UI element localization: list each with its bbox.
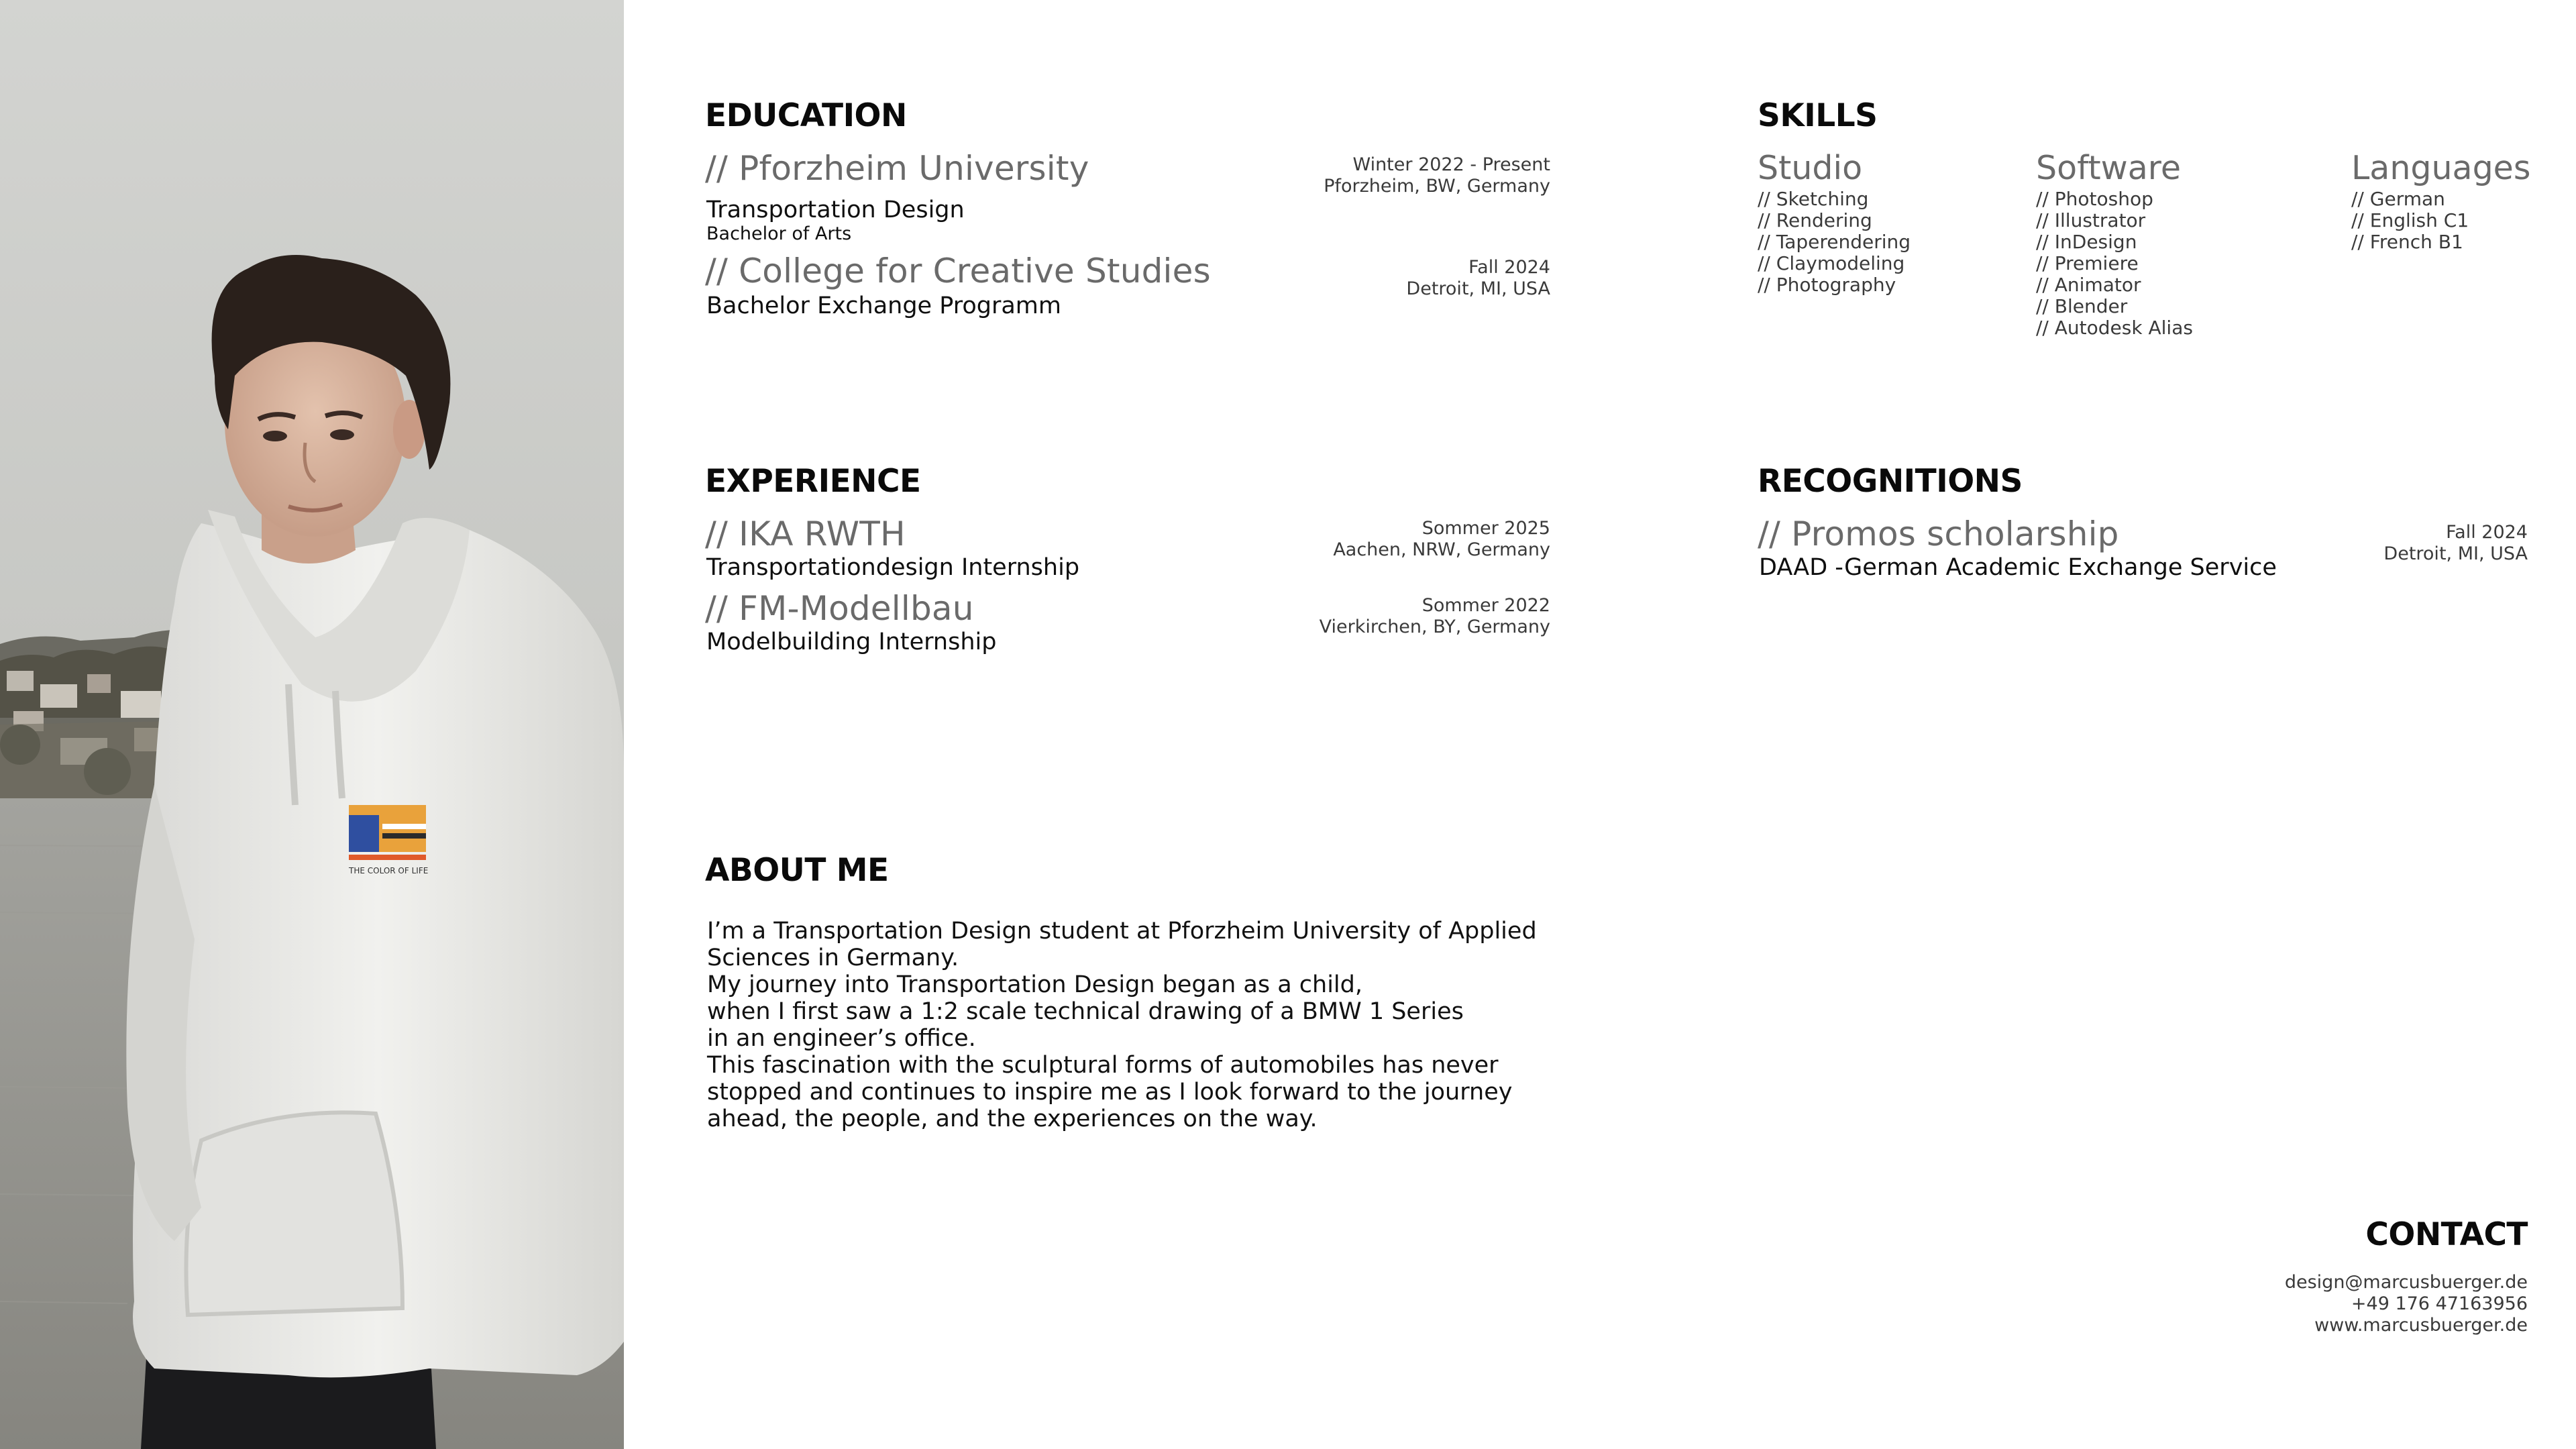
recognition-meta-1 — [2383, 522, 2528, 565]
experience-location-2: Vierkirchen, BY, Germany — [1319, 616, 1550, 637]
about-line: This fascination with the sculptural forms of automobiles has never — [707, 1052, 1499, 1079]
skills-software-list — [2036, 189, 2193, 339]
contact-heading: CONTACT — [2365, 1216, 2528, 1253]
portrait-illustration — [0, 0, 624, 1449]
experience-title-1: // IKA RWTH — [705, 515, 906, 553]
about-line: when I first saw a 1:2 scale technical drawing of a BMW 1 Series — [707, 998, 1464, 1025]
contact-phone[interactable]: +49 176 47163956 — [2351, 1293, 2528, 1314]
education-heading: EDUCATION — [705, 97, 907, 134]
experience-title-2: // FM-Modellbau — [705, 589, 974, 628]
skill-item: // Taperendering — [1758, 231, 1911, 253]
about-line: I’m a Transportation Design student at Pforzheim University of Applied — [707, 918, 1537, 945]
education-degree-1: Bachelor of Arts — [706, 223, 852, 244]
education-title-2: // College for Creative Studies — [705, 252, 1211, 290]
contact-email[interactable]: design@marcusbuerger.de — [2284, 1272, 2528, 1293]
skill-item: // Photoshop — [2036, 188, 2153, 210]
skill-item: // Blender — [2036, 295, 2128, 317]
skills-languages-list — [2351, 189, 2530, 253]
education-title-1: // Pforzheim University — [705, 149, 1089, 188]
education-location-2: Detroit, MI, USA — [1406, 278, 1550, 299]
skill-item: // Claymodeling — [1758, 252, 1905, 274]
education-meta-1 — [1324, 154, 1550, 197]
experience-date-1: Sommer 2025 — [1421, 518, 1550, 539]
skill-item: // German — [2351, 188, 2445, 210]
experience-heading: EXPERIENCE — [705, 463, 921, 500]
education-meta-2 — [1406, 257, 1550, 300]
about-line: ahead, the people, and the experiences on the way. — [707, 1106, 1318, 1132]
about-line: My journey into Transportation Design began as a child, — [707, 971, 1362, 998]
experience-date-2: Sommer 2022 — [1421, 595, 1550, 616]
skills-studio-title: Studio — [1758, 149, 1863, 187]
skill-item: // French B1 — [2351, 231, 2463, 253]
experience-meta-2 — [1320, 595, 1550, 638]
experience-subtitle-1: Transportationdesign Internship — [706, 554, 1080, 581]
portrait-photo — [0, 0, 624, 1449]
skill-item: // Animator — [2036, 274, 2141, 296]
education-subtitle-1: Transportation Design — [706, 197, 965, 223]
skills-column-languages — [2351, 149, 2530, 253]
skills-heading: SKILLS — [1758, 97, 1878, 134]
skill-item: // Illustrator — [2036, 209, 2146, 231]
skills-column-software — [2036, 149, 2193, 339]
skill-item: // InDesign — [2036, 231, 2137, 253]
recognition-location-1: Detroit, MI, USA — [2383, 543, 2528, 564]
recognition-date-1: Fall 2024 — [2446, 522, 2528, 543]
skill-item: // Rendering — [1758, 209, 1872, 231]
contact-details — [2285, 1272, 2528, 1336]
education-location-1: Pforzheim, BW, Germany — [1324, 176, 1550, 197]
skill-item: // Sketching — [1758, 188, 1869, 210]
about-line: in an engineer’s office. — [707, 1025, 976, 1052]
skill-item: // English C1 — [2351, 209, 2469, 231]
about-text — [707, 918, 1537, 1132]
skill-item: // Premiere — [2036, 252, 2139, 274]
experience-meta-1 — [1333, 518, 1550, 561]
experience-location-1: Aachen, NRW, Germany — [1333, 539, 1550, 560]
patch-text: THE COLOR OF LIFE — [349, 866, 429, 875]
hoodie-pocket — [186, 1112, 403, 1315]
skills-studio-list — [1758, 189, 1911, 296]
about-heading: ABOUT ME — [705, 852, 889, 889]
skills-languages-title: Languages — [2351, 149, 2531, 187]
recognition-title-1: // Promos scholarship — [1758, 515, 2119, 553]
education-date-1: Winter 2022 - Present — [1352, 154, 1550, 175]
skill-item: // Photography — [1758, 274, 1896, 296]
recognition-subtitle-1: DAAD -German Academic Exchange Service — [1759, 554, 2277, 581]
contact-website[interactable]: www.marcusbuerger.de — [2314, 1315, 2528, 1336]
recognitions-heading: RECOGNITIONS — [1758, 463, 2023, 500]
about-line: Sciences in Germany. — [707, 945, 959, 971]
skills-column-studio — [1758, 149, 1911, 296]
education-date-2: Fall 2024 — [1468, 257, 1550, 278]
experience-subtitle-2: Modelbuilding Internship — [706, 629, 997, 655]
skill-item: // Autodesk Alias — [2036, 317, 2193, 339]
education-subtitle-2: Bachelor Exchange Programm — [706, 292, 1061, 319]
about-line: stopped and continues to inspire me as I look forward to the journey — [707, 1079, 1513, 1106]
skills-software-title: Software — [2036, 149, 2182, 187]
